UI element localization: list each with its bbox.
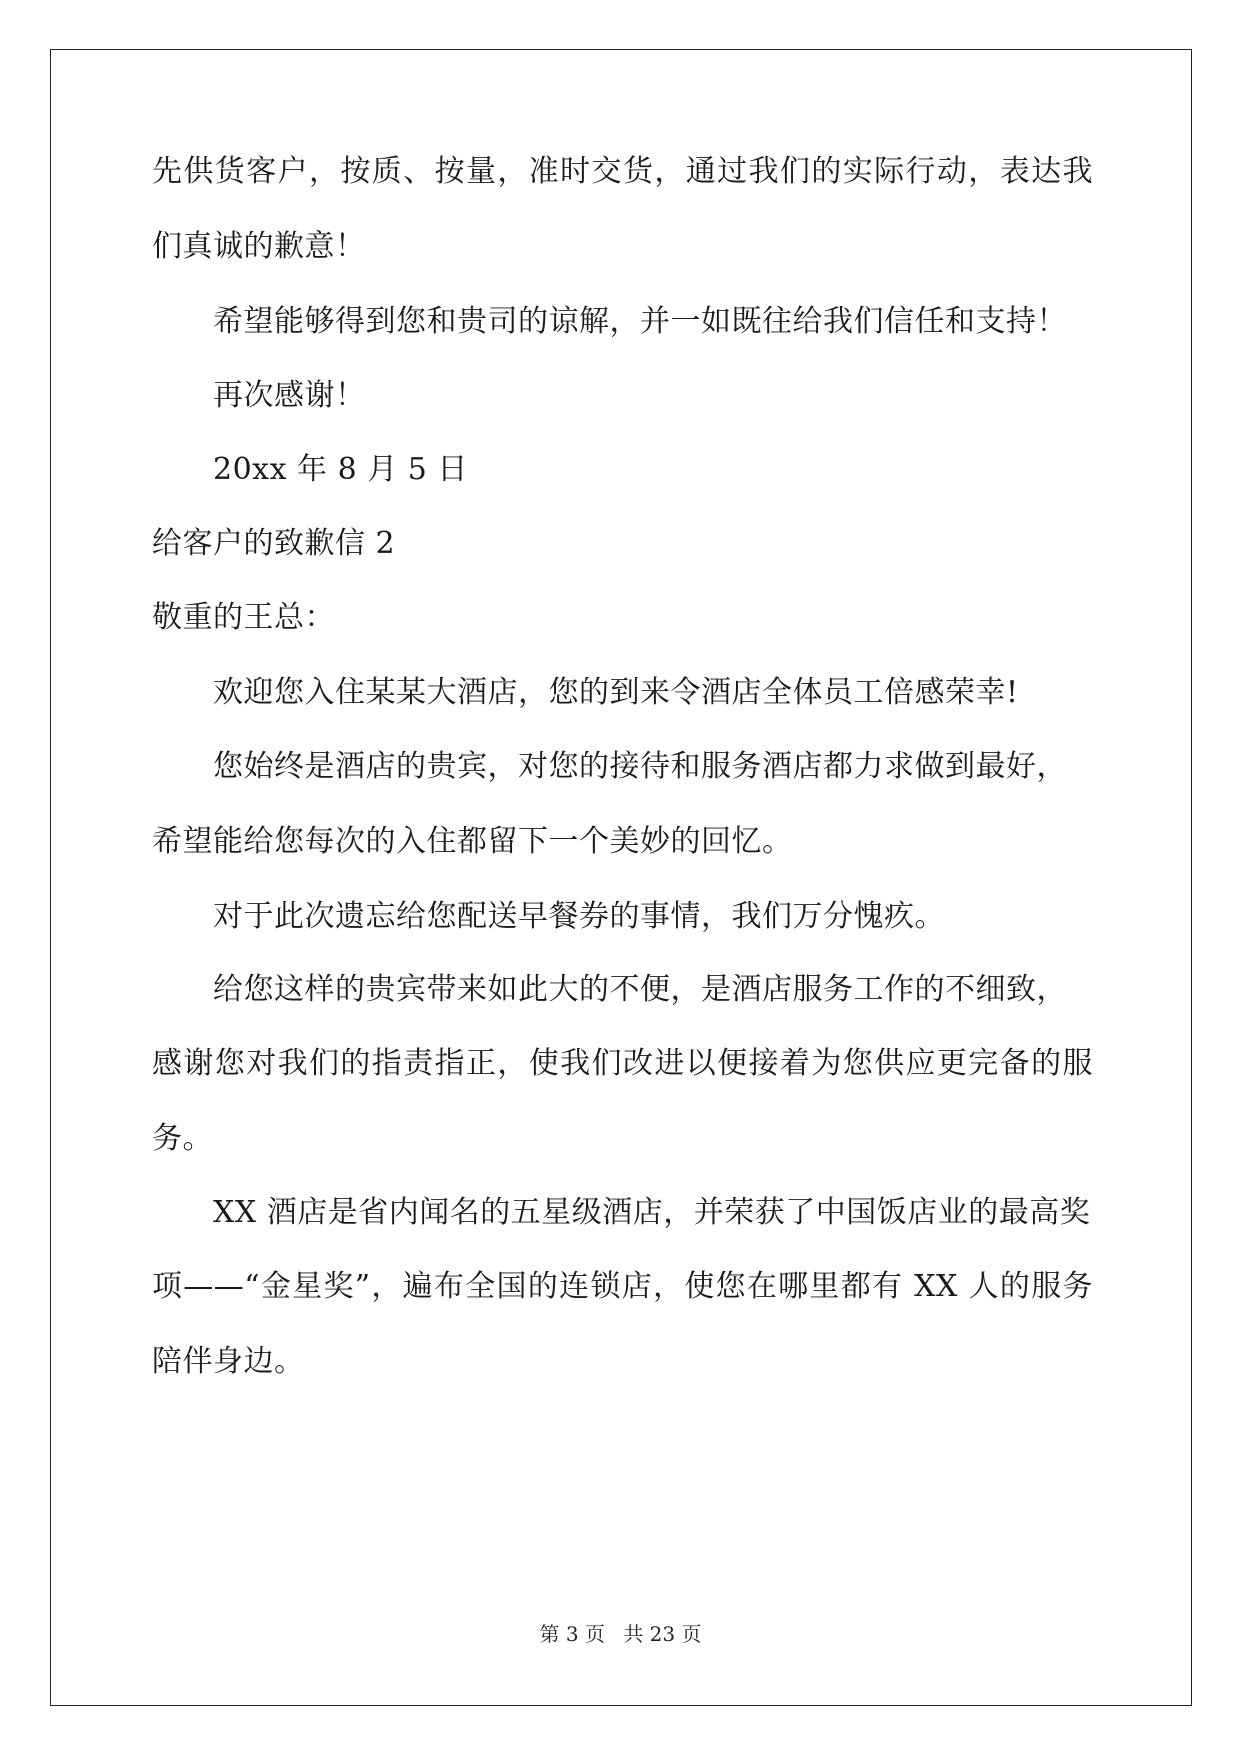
body-line-14: 务。 — [152, 1121, 213, 1156]
body-line-4: 再次感谢！ — [213, 378, 366, 413]
body-line-9: 您始终是酒店的贵宾，对您的接待和服务酒店都力求做到最好， — [213, 749, 1067, 784]
salutation: 敬重的王总： — [152, 600, 335, 635]
body-line-16: 项——“金星奖”，遍布全国的连锁店，使您在哪里都有 XX 人的服务 — [152, 1269, 1093, 1304]
body-line-17: 陪伴身边。 — [152, 1344, 305, 1379]
body-line-13: 感谢您对我们的指责指正，使我们改进以便接着为您供应更完备的服 — [152, 1046, 1093, 1081]
body-line-8: 欢迎您入住某某大酒店，您的到来令酒店全体员工倍感荣幸! — [213, 675, 1019, 710]
body-line-10: 希望能给您每次的入住都留下一个美妙的回忆。 — [152, 824, 793, 859]
page-border — [50, 49, 1192, 1706]
body-line-11: 对于此次遗忘给您配送早餐券的事情，我们万分愧疚。 — [213, 899, 945, 934]
section-heading: 给客户的致歉信 2 — [152, 526, 396, 561]
body-line-12: 给您这样的贵宾带来如此大的不便，是酒店服务工作的不细致， — [213, 972, 1067, 1007]
page-total: 共 23 页 — [623, 1622, 702, 1646]
page-footer — [0, 1620, 1241, 1648]
body-line-2: 们真诚的歉意！ — [152, 229, 366, 264]
body-line-1: 先供货客户，按质、按量，准时交货，通过我们的实际行动，表达我 — [152, 154, 1093, 189]
letter-date: 20xx 年 8 月 5 日 — [213, 452, 468, 487]
page-number: 第 3 页 — [539, 1622, 605, 1646]
body-line-15: XX 酒店是省内闻名的五星级酒店，并荣获了中国饭店业的最高奖 — [213, 1195, 1091, 1230]
body-line-3: 希望能够得到您和贵司的谅解，并一如既往给我们信任和支持！ — [213, 304, 1067, 339]
